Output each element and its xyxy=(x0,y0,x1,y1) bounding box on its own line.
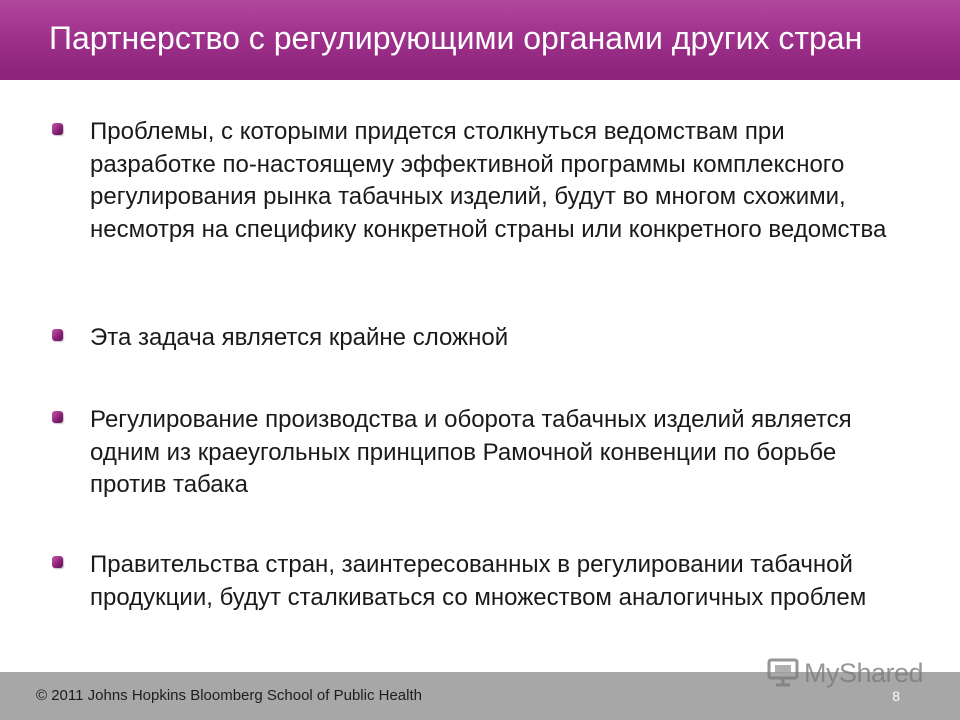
bullet-marker-icon xyxy=(52,556,63,568)
bullet-text: Проблемы, с которыми придется столкнуться ведомствам при разработке по-настоящему эффективной программы комплексного регулирования рынка табачных изделий, будут во многом схожими, несмотря на специфику конкретной страны или конкретного ведомства xyxy=(90,118,887,243)
title-bar xyxy=(0,0,960,80)
watermark-logo xyxy=(766,655,936,691)
bullet-marker-icon xyxy=(52,329,63,341)
watermark-text: MyShared xyxy=(804,658,924,688)
page-number: 8 xyxy=(892,688,900,704)
presentation-screen-icon xyxy=(766,657,802,687)
footer-copyright: © 2011 Johns Hopkins Bloomberg School of Public Health xyxy=(36,687,422,704)
bullet-text: Регулирование производства и оборота табачных изделий является одним из краеугольных принципов Рамочной конвенции по борьбе против табака xyxy=(90,406,852,498)
slide-title: Партнерство с регулирующими органами других стран xyxy=(49,20,863,56)
bullet-text: Правительства стран, заинтересованных в регулировании табачной продукции, будут сталкиваться со множеством аналогичных проблем xyxy=(90,551,867,611)
bullet-marker-icon xyxy=(52,123,63,135)
bullet-marker-icon xyxy=(52,411,63,423)
bullet-text: Эта задача является крайне сложной xyxy=(90,324,509,351)
